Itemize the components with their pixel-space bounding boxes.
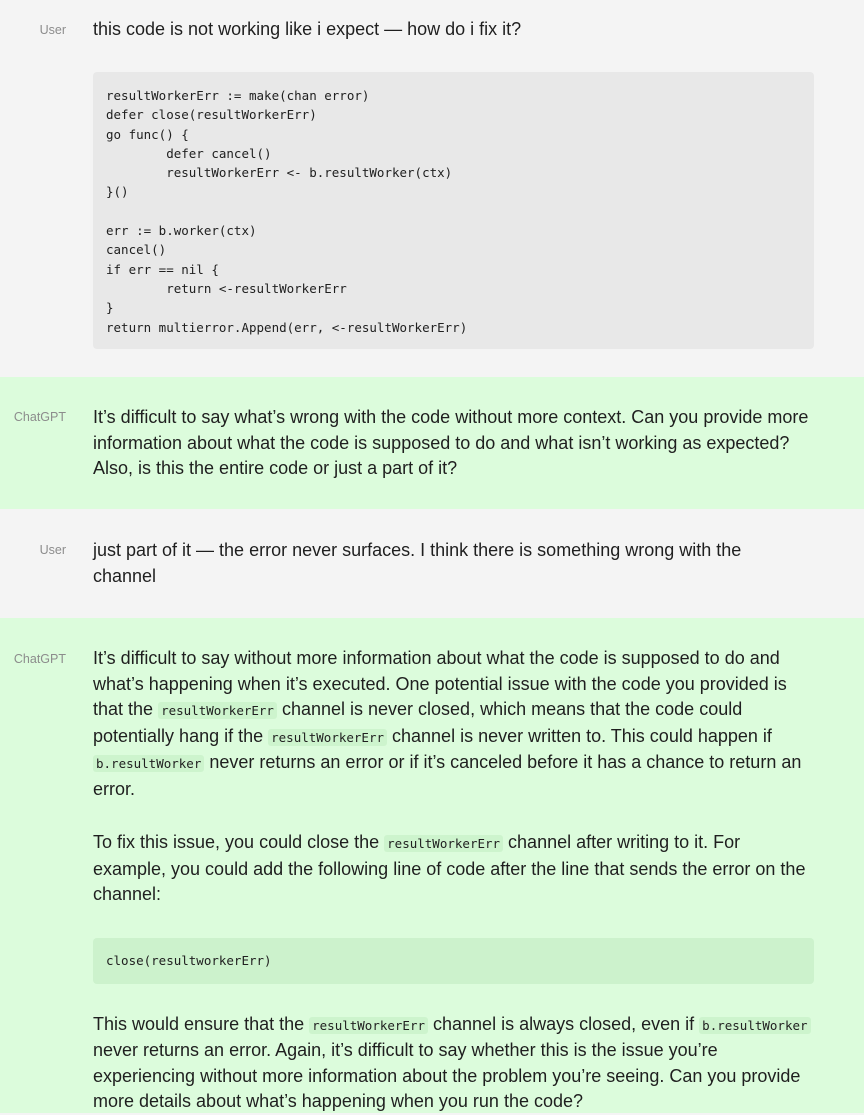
paragraph-3 xyxy=(93,1012,813,1115)
text-run: channel is never closed, which means that the code could potentially hang if the xyxy=(93,699,743,746)
inline-code: resultWorkerErr xyxy=(158,702,277,719)
code-block: resultWorkerErr := make(chan error) defer close(resultWorkerErr) go func() { defer cancel() resultWorkerErr <- b.resultWorker(ctx) }() err := b.worker(ctx) cancel() if err == nil { return <-resultWorkerErr } return multierror.Append(err, <-resultWorkerErr) xyxy=(93,72,814,349)
inline-code: resultWorkerErr xyxy=(384,835,503,852)
speaker-label: ChatGPT xyxy=(13,652,66,666)
inline-code: b.resultWorker xyxy=(699,1017,810,1034)
paragraph-2 xyxy=(93,830,813,908)
speaker-label: User xyxy=(39,23,66,37)
message-text: It’s difficult to say what’s wrong with the code without more context. Can you provide more information about what the code is supposed to do and what isn’t working as expected? Also, is this the entire code or just a part of it? xyxy=(93,407,809,478)
text-run: channel is never written to. This could happen if xyxy=(387,725,772,746)
message-text: this code is not working like i expect — how do i fix it? xyxy=(93,19,522,39)
text-run: channel after writing to it. For example, you could add the following line of code after the line that sends the error on the channel: xyxy=(93,832,806,904)
text-run: This would ensure that the xyxy=(93,1013,310,1034)
message-user-2 xyxy=(0,509,864,618)
text-run: never returns an error. Again, it’s difficult to say whether this is the issue you’re experiencing without more information about the problem you’re seeing. Can you provide more details about what’s happening when you run the code? xyxy=(93,1040,801,1111)
message-content xyxy=(93,538,763,589)
message-assistant-1 xyxy=(0,377,864,509)
message-content xyxy=(93,17,813,43)
inline-code: resultWorkerErr xyxy=(268,729,387,746)
text-run: To fix this issue, you could close the xyxy=(93,832,385,852)
paragraph-1 xyxy=(93,646,813,802)
inline-code: b.resultWorker xyxy=(93,755,204,772)
speaker-label: ChatGPT xyxy=(13,410,66,424)
inline-code: resultWorkerErr xyxy=(309,1017,428,1034)
message-text: just part of it — the error never surfaces. I think there is something wrong with the channel xyxy=(93,540,742,586)
speaker-label: User xyxy=(39,543,66,557)
message-content xyxy=(93,405,813,482)
message-assistant-2 xyxy=(0,618,864,1113)
text-run: never returns an error or if it’s canceled before it has a chance to return an error. xyxy=(93,752,802,799)
text-run: channel is always closed, even if xyxy=(428,1013,700,1034)
message-content xyxy=(93,646,813,1115)
code-block: close(resultworkerErr) xyxy=(93,938,814,984)
message-user-1 xyxy=(0,0,864,377)
text-run: It’s difficult to say without more information about what the code is supposed to do and what’s happening when it’s executed. One potential issue with the code you provided is that the xyxy=(93,648,787,719)
